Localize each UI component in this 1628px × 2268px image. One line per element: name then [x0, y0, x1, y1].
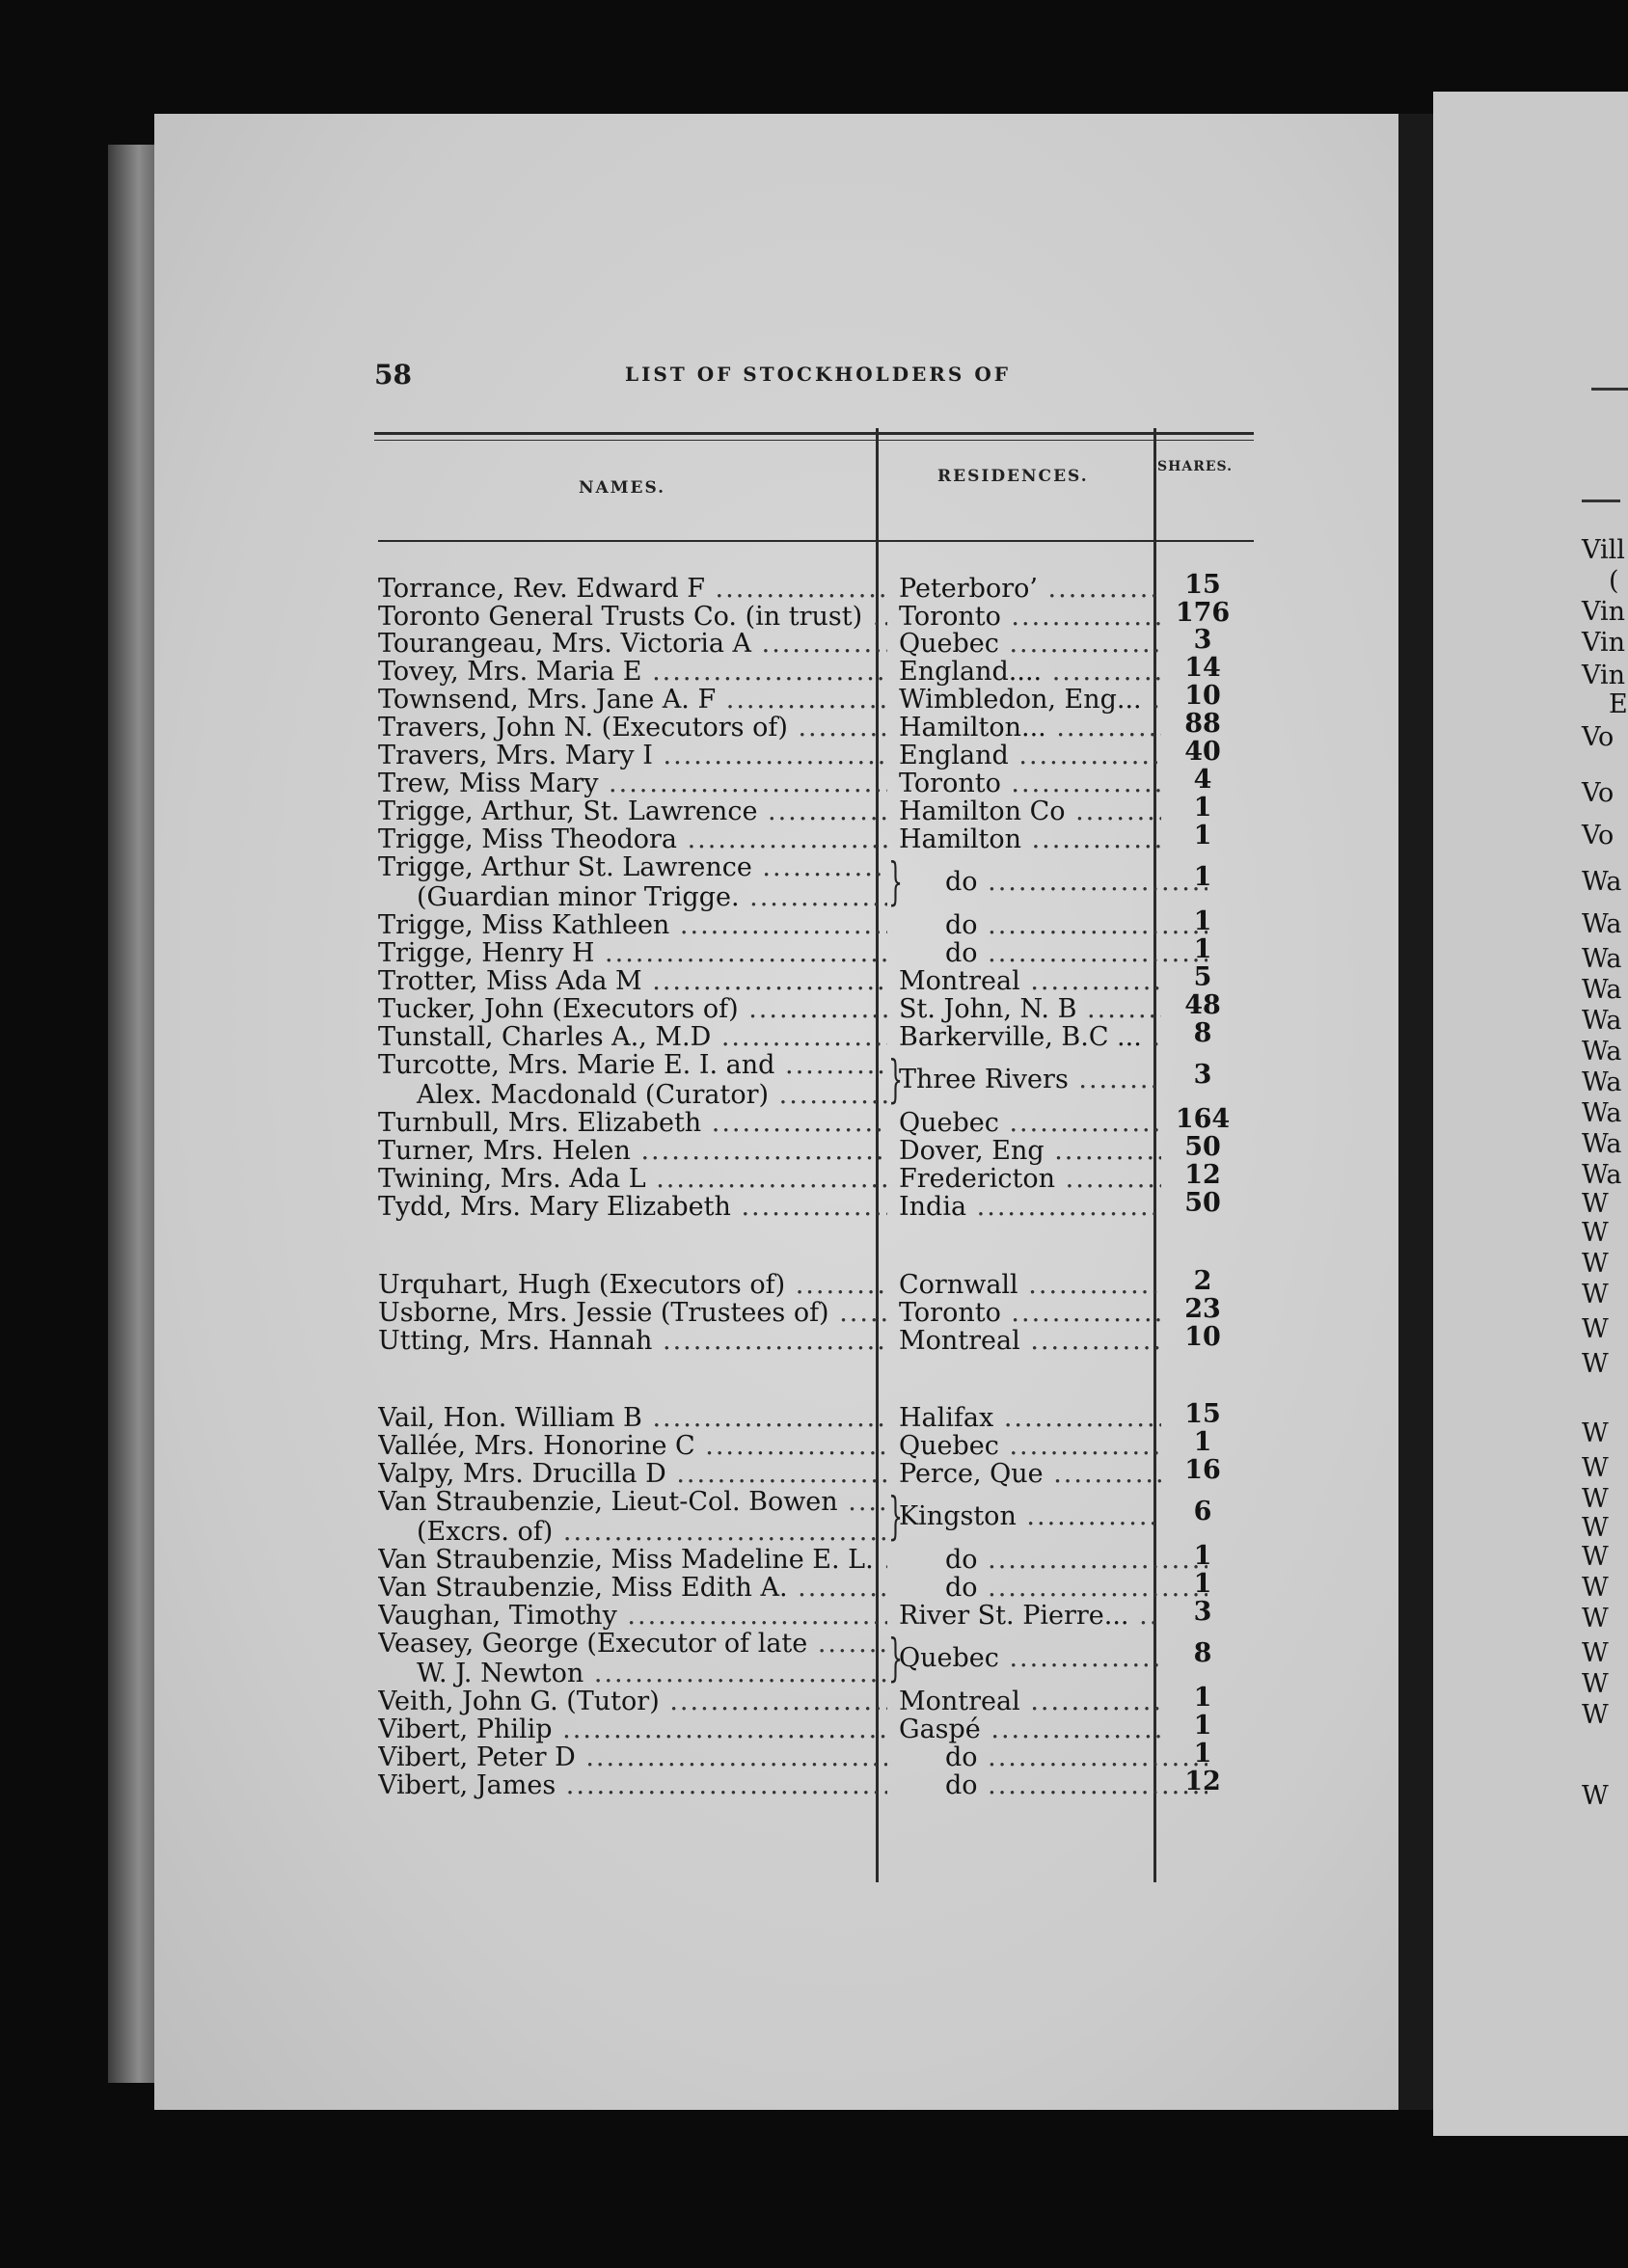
stockholder-name-line: Twining, Mrs. Ada L .....: [378, 1165, 887, 1195]
right-page-fragment: Vo: [1582, 778, 1614, 808]
stockholder-name: [378, 1432, 887, 1462]
right-page-fragment: Wa: [1582, 1006, 1622, 1036]
residence: Montreal .....: [899, 1688, 1161, 1716]
stockholder-name-line: Usborne, Mrs. Jessie (Trustees of) .....: [378, 1299, 887, 1329]
running-title: LIST OF STOCKHOLDERS OF: [625, 363, 1011, 386]
shares: 40: [1184, 737, 1221, 767]
stockholder-name-continuation: W. J. Newton .....: [378, 1660, 887, 1689]
stockholder-name: [378, 658, 887, 688]
shares: 16: [1184, 1455, 1221, 1485]
residence: Gaspé .....: [899, 1715, 1161, 1744]
table-row: [0, 598, 1628, 632]
stockholder-name-line: Trigge, Arthur St. Lawrence .....: [378, 853, 887, 883]
table-row: [0, 1630, 1628, 1689]
table-row: [0, 653, 1628, 687]
bracket-icon: }: [888, 1488, 903, 1546]
table-row: [0, 1683, 1628, 1716]
table-row: [0, 709, 1628, 742]
stockholder-name-line: Travers, Mrs. Mary I .....: [378, 742, 887, 771]
shares: 88: [1184, 709, 1221, 739]
stockholder-name-line: Trigge, Miss Theodora .....: [378, 825, 887, 855]
shares: 15: [1184, 570, 1221, 600]
stockholder-name: [378, 939, 887, 969]
stockholder-name-line: Tovey, Mrs. Maria E .....: [378, 658, 887, 688]
stockholder-name: [378, 825, 887, 855]
right-page-fragment: Vill: [1582, 535, 1625, 565]
table-row: [0, 1132, 1628, 1166]
stockholder-name-line: Trigge, Miss Kathleen .....: [378, 911, 887, 941]
residence: Quebec .....: [899, 1109, 1161, 1138]
right-page-fragment: Wa: [1582, 1098, 1622, 1128]
stockholder-name-continuation: (Guardian minor Trigge. .....: [378, 883, 887, 913]
shares: 8: [1193, 1638, 1212, 1668]
residence: do .....: [899, 911, 1207, 940]
table-row: [0, 1294, 1628, 1328]
shares: 1: [1193, 1541, 1212, 1571]
stockholder-name-line: Vaughan, Timothy .....: [378, 1602, 887, 1632]
table-row: [0, 821, 1628, 854]
stockholder-name: [378, 1460, 887, 1490]
bracket-icon: }: [888, 1630, 903, 1688]
table-row: [0, 1455, 1628, 1489]
stockholder-name-line: Turcotte, Mrs. Marie E. I. and .....: [378, 1051, 887, 1081]
right-page-fragment: Vin: [1582, 661, 1626, 690]
residence: do .....: [899, 939, 1207, 968]
residence: Barkerville, B.C ... .....: [899, 1023, 1161, 1052]
residence: do .....: [899, 1743, 1207, 1772]
residence: Quebec .....: [899, 1432, 1161, 1461]
stockholder-name: [378, 1743, 887, 1773]
residence: Hamilton .....: [899, 825, 1161, 854]
shares: 1: [1193, 934, 1212, 964]
right-page-rule: [1591, 388, 1628, 391]
residence: Toronto .....: [899, 1299, 1161, 1328]
shares: 12: [1184, 1767, 1221, 1796]
shares: 1: [1193, 906, 1212, 936]
stockholder-name: [378, 911, 887, 941]
table-row: [0, 934, 1628, 968]
shares: 1: [1193, 793, 1212, 823]
shares: 1: [1193, 1427, 1212, 1457]
stockholder-name-line: Tucker, John (Executors of) .....: [378, 995, 887, 1025]
column-header-shares: SHARES.: [1157, 459, 1233, 474]
stockholder-name-line: Turner, Mrs. Helen .....: [378, 1137, 887, 1167]
stockholder-name: [378, 742, 887, 771]
stockholder-name: [378, 1602, 887, 1632]
right-page-fragment: W: [1582, 1418, 1609, 1448]
residence: Quebec .....: [899, 1644, 1161, 1673]
stockholder-name: [378, 603, 887, 633]
right-page-fragment: Wa: [1582, 867, 1622, 897]
shares: 3: [1193, 1060, 1212, 1090]
stockholder-name-line: Travers, John N. (Executors of) .....: [378, 714, 887, 743]
right-page-fragment: W: [1582, 1484, 1609, 1514]
residence: Perce, Que .....: [899, 1460, 1161, 1489]
bracket-icon: }: [888, 853, 903, 911]
right-page-fragment: W: [1582, 1669, 1609, 1699]
right-page-fragment: W: [1582, 1781, 1609, 1811]
shares: 10: [1184, 681, 1221, 711]
table-row: [0, 962, 1628, 996]
table-row: [0, 1188, 1628, 1222]
shares: 14: [1184, 653, 1221, 683]
table-row: [0, 681, 1628, 715]
right-page-fragment: W: [1582, 1280, 1609, 1310]
stockholder-name: [378, 995, 887, 1025]
right-page-fragment: W: [1582, 1573, 1609, 1603]
residence: Quebec .....: [899, 630, 1161, 659]
right-page-fragment: Vin: [1582, 628, 1626, 658]
stockholder-name-line: Tunstall, Charles A., M.D .....: [378, 1023, 887, 1053]
stockholder-name: [378, 1051, 887, 1111]
residence: do .....: [899, 1771, 1207, 1800]
shares: 23: [1184, 1294, 1221, 1324]
stockholder-name: [378, 630, 887, 660]
shares: 1: [1193, 1739, 1212, 1768]
stockholder-name-line: Trew, Miss Mary .....: [378, 770, 887, 799]
residence: Dover, Eng .....: [899, 1137, 1161, 1166]
stockholder-name-line: Tourangeau, Mrs. Victoria A .....: [378, 630, 887, 660]
stockholder-name: [378, 1271, 887, 1301]
right-page-rule: [1582, 500, 1620, 502]
stockholder-name-line: Van Straubenzie, Lieut-Col. Bowen .....: [378, 1488, 887, 1518]
shares: 1: [1193, 862, 1212, 892]
stockholder-name-line: Vibert, Peter D .....: [378, 1743, 887, 1773]
right-page-fragment: W: [1582, 1604, 1609, 1634]
right-page-fragment: E: [1609, 689, 1628, 719]
residence: do .....: [899, 868, 1207, 897]
bracket-icon: }: [888, 1051, 903, 1109]
shares: 48: [1184, 990, 1221, 1020]
stockholder-name-continuation: Alex. Macdonald (Curator) .....: [378, 1081, 887, 1111]
stockholder-name-line: Vibert, James .....: [378, 1771, 887, 1801]
residence: Hamilton... .....: [899, 714, 1161, 742]
right-page-fragment: Wa: [1582, 1037, 1622, 1066]
table-row: [0, 1322, 1628, 1356]
table-row: [0, 1399, 1628, 1433]
table-row: [0, 1767, 1628, 1800]
stockholder-name: [378, 1023, 887, 1053]
table-row: [0, 1739, 1628, 1772]
column-header-names: NAMES.: [579, 478, 666, 498]
header-rule-top: [374, 432, 1254, 435]
stockholder-name-line: Van Straubenzie, Miss Edith A. .....: [378, 1574, 887, 1604]
residence: Toronto .....: [899, 770, 1161, 798]
stockholder-name-line: Trotter, Miss Ada M .....: [378, 967, 887, 997]
stockholder-name: [378, 1715, 887, 1745]
right-page-fragment: Wa: [1582, 1129, 1622, 1159]
table-row: [0, 1104, 1628, 1138]
table-row: [0, 765, 1628, 798]
stockholder-name: [378, 1488, 887, 1548]
running-head: [0, 359, 1628, 397]
residence: St. John, N. B .....: [899, 995, 1161, 1024]
shares: 3: [1193, 625, 1212, 655]
shares: 1: [1193, 1683, 1212, 1713]
stockholder-name: [378, 1574, 887, 1604]
right-page-fragment: W: [1582, 1513, 1609, 1543]
shares: 10: [1184, 1322, 1221, 1352]
stockholder-name: [378, 967, 887, 997]
stockholder-name: [378, 1688, 887, 1717]
right-page-fragment: (: [1609, 566, 1619, 596]
stockholder-name: [378, 1193, 887, 1223]
stockholder-name-line: Utting, Mrs. Hannah .....: [378, 1327, 887, 1357]
right-page-fragment: Vin: [1582, 597, 1626, 627]
stockholder-name-line: Veith, John G. (Tutor) .....: [378, 1688, 887, 1717]
stockholder-name-line: Trigge, Arthur, St. Lawrence .....: [378, 797, 887, 827]
right-page-fragment: W: [1582, 1349, 1609, 1379]
stockholder-name-line: Toronto General Trusts Co. (in trust) .....: [378, 603, 887, 633]
residence: Peterboro’ .....: [899, 575, 1161, 604]
stockholder-name-line: Van Straubenzie, Miss Madeline E. L. .....: [378, 1546, 887, 1576]
shares: 50: [1184, 1188, 1221, 1218]
residence: England .....: [899, 742, 1161, 770]
residence: Toronto .....: [899, 603, 1161, 632]
right-page-fragment: W: [1582, 1189, 1609, 1219]
stockholder-name-continuation: (Excrs. of) .....: [378, 1518, 887, 1548]
stockholder-name-line: Valpy, Mrs. Drucilla D .....: [378, 1460, 887, 1490]
shares: 176: [1175, 598, 1231, 628]
right-page-fragment: Wa: [1582, 1160, 1622, 1190]
shares: 1: [1193, 821, 1212, 850]
table-row: [0, 1597, 1628, 1631]
right-page-fragment: W: [1582, 1700, 1609, 1730]
stockholder-name-line: Torrance, Rev. Edward F .....: [378, 575, 887, 605]
table-row: [0, 906, 1628, 940]
right-page-fragment: Wa: [1582, 909, 1622, 939]
shares: 50: [1184, 1132, 1221, 1162]
stockholder-name-line: Vibert, Philip .....: [378, 1715, 887, 1745]
residence: England.... .....: [899, 658, 1161, 687]
table-row: [0, 853, 1628, 913]
table-row: [0, 1541, 1628, 1575]
table-row: [0, 1711, 1628, 1744]
residence: India .....: [899, 1193, 1161, 1222]
residence: Kingston .....: [899, 1502, 1161, 1531]
stockholder-name: [378, 797, 887, 827]
stockholder-name-line: Vallée, Mrs. Honorine C .....: [378, 1432, 887, 1462]
table-row: [0, 1266, 1628, 1300]
residence: Wimbledon, Eng... .....: [899, 686, 1161, 715]
right-page-fragment: Wa: [1582, 944, 1622, 974]
right-page-fragment: W: [1582, 1542, 1609, 1572]
right-page-fragment: Vo: [1582, 722, 1614, 752]
residence: River St. Pierre... .....: [899, 1602, 1161, 1631]
residence: do .....: [899, 1546, 1207, 1575]
right-page-fragment: W: [1582, 1638, 1609, 1668]
right-page-fragment: Wa: [1582, 1067, 1622, 1097]
stockholder-name: [378, 1630, 887, 1689]
shares: 12: [1184, 1160, 1221, 1190]
residence: Cornwall .....: [899, 1271, 1161, 1300]
table-row: [0, 1160, 1628, 1194]
residence: Montreal .....: [899, 967, 1161, 996]
stockholder-name: [378, 1165, 887, 1195]
residence: do .....: [899, 1574, 1207, 1603]
stockholder-name: [378, 1404, 887, 1434]
right-page-fragment: W: [1582, 1453, 1609, 1483]
header-rule-top-2: [374, 440, 1254, 441]
stockholder-name: [378, 853, 887, 913]
stockholder-name-line: Turnbull, Mrs. Elizabeth .....: [378, 1109, 887, 1139]
table-row: [0, 625, 1628, 659]
shares: 15: [1184, 1399, 1221, 1429]
right-page-fragment: W: [1582, 1314, 1609, 1344]
right-page-fragment: W: [1582, 1218, 1609, 1248]
stockholder-name-line: Veasey, George (Executor of late .....: [378, 1630, 887, 1660]
stockholder-name-line: Tydd, Mrs. Mary Elizabeth .....: [378, 1193, 887, 1223]
table-row: [0, 1051, 1628, 1111]
shares: 3: [1193, 1597, 1212, 1627]
shares: 1: [1193, 1569, 1212, 1599]
stockholder-name: [378, 575, 887, 605]
stockholder-name-line: Trigge, Henry H .....: [378, 939, 887, 969]
table-row: [0, 570, 1628, 604]
shares: 164: [1175, 1104, 1231, 1134]
right-page-fragment: Vo: [1582, 821, 1614, 850]
stockholder-name-line: Urquhart, Hugh (Executors of) .....: [378, 1271, 887, 1301]
column-header-residences: RESIDENCES.: [937, 467, 1089, 486]
shares: 6: [1193, 1497, 1212, 1526]
shares: 5: [1193, 962, 1212, 992]
stockholder-name: [378, 714, 887, 743]
stockholder-name: [378, 1137, 887, 1167]
table-row: [0, 1488, 1628, 1548]
stockholder-name: [378, 1327, 887, 1357]
right-page-fragment: W: [1582, 1249, 1609, 1279]
residence: Hamilton Co .....: [899, 797, 1161, 826]
stockholder-name: [378, 1299, 887, 1329]
stockholder-name: [378, 1109, 887, 1139]
stockholder-name-line: Townsend, Mrs. Jane A. F .....: [378, 686, 887, 716]
residence: Halifax .....: [899, 1404, 1161, 1433]
stockholder-name: [378, 770, 887, 799]
residence: Montreal .....: [899, 1327, 1161, 1356]
page-number: 58: [374, 359, 412, 391]
table-row: [0, 1569, 1628, 1603]
stockholder-name: [378, 686, 887, 716]
residence: Fredericton .....: [899, 1165, 1161, 1194]
right-page-fragment: Wa: [1582, 975, 1622, 1005]
shares: 1: [1193, 1711, 1212, 1741]
table-row: [0, 1427, 1628, 1461]
stockholder-name: [378, 1771, 887, 1801]
header-rule-bottom: [378, 540, 1254, 542]
shares: 2: [1193, 1266, 1212, 1296]
shares: 4: [1193, 765, 1212, 795]
stockholder-name-line: Vail, Hon. William B .....: [378, 1404, 887, 1434]
residence: Three Rivers .....: [899, 1066, 1161, 1094]
stockholder-name: [378, 1546, 887, 1576]
shares: 8: [1193, 1018, 1212, 1048]
